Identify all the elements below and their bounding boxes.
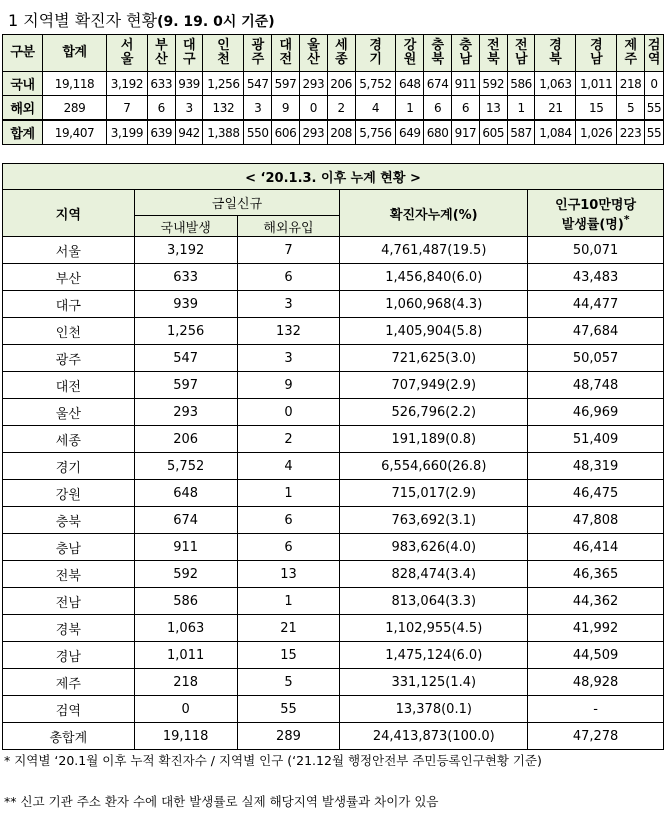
cumulative-row — [3, 588, 664, 615]
region-header-char: 기 — [369, 52, 382, 67]
region-header — [507, 35, 535, 72]
cumulative-cell-domestic: 633 — [134, 264, 237, 291]
cumulative-cell-rate: 46,969 — [528, 399, 664, 426]
cumulative-cell-region: 충남 — [3, 534, 135, 561]
region-header-char: 검 — [647, 38, 661, 53]
summary-row — [3, 72, 664, 96]
footnote-2: ** 신고 기관 주소 환자 수에 대한 발생률로 실제 해당지역 발생률과 차이가 있음 — [4, 794, 439, 809]
region-header-char: 북 — [431, 52, 444, 67]
cumulative-cell-overseas: 21 — [237, 615, 340, 642]
cumulative-cell-domestic: 939 — [134, 291, 237, 318]
cumulative-cell-cumulative: 1,102,955(4.5) — [340, 615, 528, 642]
cumulative-cell-overseas: 3 — [237, 345, 340, 372]
region-header-char: 북 — [549, 52, 562, 67]
cumulative-cell-rate: 46,475 — [528, 480, 664, 507]
cumulative-row — [3, 453, 664, 480]
cumulative-row — [3, 264, 664, 291]
cumulative-cell-domestic: 648 — [134, 480, 237, 507]
cumulative-row — [3, 534, 664, 561]
cumulative-cell-rate: 43,483 — [528, 264, 664, 291]
region-header-char: 서 — [120, 38, 133, 53]
summary-cell: 587 — [507, 120, 535, 145]
cumulative-cell-rate: 46,365 — [528, 561, 664, 588]
cumulative-cell-rate: 51,409 — [528, 426, 664, 453]
cumulative-cell-region: 경기 — [3, 453, 135, 480]
region-header-char: 전 — [279, 52, 292, 67]
region-header — [576, 35, 617, 72]
region-header — [203, 35, 244, 72]
cumulative-cell-domestic: 547 — [134, 345, 237, 372]
cumulative-cell-region: 부산 — [3, 264, 135, 291]
cumulative-cell-cumulative: 1,456,840(6.0) — [340, 264, 528, 291]
cumulative-cell-rate: 47,808 — [528, 507, 664, 534]
region-header — [107, 35, 148, 72]
region-header-char: 광 — [251, 38, 264, 53]
cumulative-cell-domestic: 5,752 — [134, 453, 237, 480]
summary-cell: 648 — [396, 72, 424, 96]
region-summary-table — [2, 34, 664, 145]
header-rate-line1: 인구10만명당 — [555, 197, 637, 213]
cumulative-row — [3, 615, 664, 642]
summary-cell: 586 — [507, 72, 535, 96]
summary-row — [3, 96, 664, 121]
cumulative-cell-overseas: 15 — [237, 642, 340, 669]
cumulative-cell-overseas: 2 — [237, 426, 340, 453]
cumulative-cell-region: 대구 — [3, 291, 135, 318]
region-header-char: 경 — [549, 38, 562, 53]
cumulative-row — [3, 291, 664, 318]
cumulative-cell-region: 인천 — [3, 318, 135, 345]
summary-row-label: 합계 — [3, 120, 43, 145]
corner-cell: 구분 — [3, 35, 43, 72]
cumulative-cell-overseas: 7 — [237, 237, 340, 264]
cumulative-cell-overseas: 5 — [237, 669, 340, 696]
cumulative-row — [3, 723, 664, 750]
region-header-char: 대 — [279, 38, 292, 53]
summary-cell: 942 — [175, 120, 203, 145]
cumulative-cell-rate: 47,278 — [528, 723, 664, 750]
region-header — [175, 35, 203, 72]
region-header-char: 원 — [403, 52, 416, 67]
cumulative-cell-region: 검역 — [3, 696, 135, 723]
cumulative-cell-rate: 46,414 — [528, 534, 664, 561]
region-header-char: 경 — [590, 38, 603, 53]
summary-cell: 550 — [244, 120, 272, 145]
cumulative-row — [3, 237, 664, 264]
summary-cell: 0 — [299, 96, 327, 121]
summary-cell: 639 — [147, 120, 175, 145]
region-header-char: 산 — [155, 52, 168, 67]
summary-cell: 4 — [355, 96, 396, 121]
cumulative-cell-rate: 50,057 — [528, 345, 664, 372]
cumulative-cell-domestic: 911 — [134, 534, 237, 561]
region-header-char: 충 — [459, 38, 472, 53]
region-header-char: 주 — [624, 52, 637, 67]
cumulative-cell-domestic: 1,063 — [134, 615, 237, 642]
region-header — [479, 35, 507, 72]
cumulative-cell-cumulative: 828,474(3.4) — [340, 561, 528, 588]
region-header — [272, 35, 300, 72]
summary-row-total: 19,118 — [43, 72, 107, 96]
cumulative-cell-cumulative: 191,189(0.8) — [340, 426, 528, 453]
summary-cell: 2 — [327, 96, 355, 121]
header-rate — [528, 190, 664, 237]
cumulative-cell-cumulative: 813,064(3.3) — [340, 588, 528, 615]
summary-cell: 55 — [644, 120, 663, 145]
region-header — [355, 35, 396, 72]
region-header — [299, 35, 327, 72]
cumulative-cell-cumulative: 6,554,660(26.8) — [340, 453, 528, 480]
summary-cell: 223 — [617, 120, 645, 145]
summary-cell: 633 — [147, 72, 175, 96]
region-header — [396, 35, 424, 72]
summary-cell: 6 — [147, 96, 175, 121]
cumulative-cell-domestic: 19,118 — [134, 723, 237, 750]
title-main: 1 지역별 확진자 현황 — [8, 11, 158, 30]
summary-cell: 6 — [424, 96, 452, 121]
cumulative-cell-overseas: 1 — [237, 480, 340, 507]
header-rate-line2: 발생률(명) — [561, 217, 624, 233]
cumulative-cell-domestic: 3,192 — [134, 237, 237, 264]
summary-cell: 649 — [396, 120, 424, 145]
summary-cell: 6 — [452, 96, 480, 121]
summary-cell: 911 — [452, 72, 480, 96]
cumulative-cell-cumulative: 24,413,873(100.0) — [340, 723, 528, 750]
summary-row-label: 국내 — [3, 72, 43, 96]
summary-cell: 15 — [576, 96, 617, 121]
cumulative-cell-rate: 41,992 — [528, 615, 664, 642]
region-header-char: 경 — [369, 38, 382, 53]
region-header-char: 주 — [251, 52, 264, 67]
cumulative-cell-region: 총합계 — [3, 723, 135, 750]
summary-cell: 1 — [507, 96, 535, 121]
summary-cell: 592 — [479, 72, 507, 96]
cumulative-row — [3, 318, 664, 345]
summary-cell: 0 — [644, 72, 663, 96]
cumulative-cell-region: 경남 — [3, 642, 135, 669]
summary-cell: 605 — [479, 120, 507, 145]
cumulative-cell-overseas: 6 — [237, 264, 340, 291]
cumulative-cell-overseas: 4 — [237, 453, 340, 480]
summary-cell: 939 — [175, 72, 203, 96]
summary-cell: 1,063 — [535, 72, 576, 96]
region-header-char: 제 — [624, 38, 637, 53]
summary-cell: 3 — [244, 96, 272, 121]
cumulative-cell-rate: - — [528, 696, 664, 723]
cumulative-cell-cumulative: 763,692(3.1) — [340, 507, 528, 534]
region-header-char: 전 — [487, 38, 500, 53]
region-header-char: 종 — [335, 52, 348, 67]
cumulative-cell-rate: 50,071 — [528, 237, 664, 264]
cumulative-cell-cumulative: 983,626(4.0) — [340, 534, 528, 561]
region-header-char: 강 — [403, 38, 416, 53]
cumulative-cell-domestic: 592 — [134, 561, 237, 588]
cumulative-cell-domestic: 586 — [134, 588, 237, 615]
cumulative-row — [3, 507, 664, 534]
summary-cell: 5,752 — [355, 72, 396, 96]
header-domestic: 국내발생 — [134, 216, 237, 237]
cumulative-cell-cumulative: 715,017(2.9) — [340, 480, 528, 507]
region-header-char: 역 — [647, 52, 661, 67]
summary-cell: 917 — [452, 120, 480, 145]
summary-cell: 208 — [327, 120, 355, 145]
cumulative-cell-domestic: 218 — [134, 669, 237, 696]
cumulative-cell-overseas: 289 — [237, 723, 340, 750]
summary-cell: 132 — [203, 96, 244, 121]
cumulative-cell-cumulative: 4,761,487(19.5) — [340, 237, 528, 264]
cumulative-table — [2, 163, 664, 750]
cumulative-row — [3, 345, 664, 372]
cumulative-row — [3, 696, 664, 723]
cumulative-cell-overseas: 0 — [237, 399, 340, 426]
region-header-char: 인 — [217, 38, 230, 53]
region-header — [452, 35, 480, 72]
region-header-char: 남 — [590, 52, 603, 67]
cumulative-row — [3, 372, 664, 399]
region-header-char: 천 — [217, 52, 230, 67]
summary-cell: 3,192 — [107, 72, 148, 96]
summary-cell: 7 — [107, 96, 148, 121]
summary-cell: 547 — [244, 72, 272, 96]
summary-cell: 606 — [272, 120, 300, 145]
summary-cell: 21 — [535, 96, 576, 121]
cumulative-cell-region: 울산 — [3, 399, 135, 426]
summary-cell: 1,026 — [576, 120, 617, 145]
cumulative-cell-region: 전북 — [3, 561, 135, 588]
cumulative-cell-rate: 48,928 — [528, 669, 664, 696]
cumulative-cell-overseas: 6 — [237, 507, 340, 534]
footnote-1: * 지역별 ‘20.1월 이후 누적 확진자수 / 지역별 인구 (‘21.12월 행정안전부 주민등록인구현황 기준) — [4, 753, 542, 768]
cumulative-cell-domestic: 1,011 — [134, 642, 237, 669]
region-header-char: 울 — [120, 52, 133, 67]
cumulative-body — [3, 237, 664, 750]
cumulative-row — [3, 561, 664, 588]
summary-cell: 13 — [479, 96, 507, 121]
header-rate-mark: * — [623, 212, 630, 226]
summary-row — [3, 120, 664, 145]
header-overseas: 해외유입 — [237, 216, 340, 237]
summary-cell: 680 — [424, 120, 452, 145]
summary-row-total: 19,407 — [43, 120, 107, 145]
cumulative-row — [3, 399, 664, 426]
cumulative-cell-overseas: 1 — [237, 588, 340, 615]
region-header — [644, 35, 663, 72]
region-header-char: 남 — [514, 52, 528, 67]
page-title — [8, 8, 275, 31]
cumulative-cell-cumulative: 1,475,124(6.0) — [340, 642, 528, 669]
cumulative-cell-domestic: 0 — [134, 696, 237, 723]
region-header — [244, 35, 272, 72]
region-header — [147, 35, 175, 72]
summary-cell: 3,199 — [107, 120, 148, 145]
region-header — [327, 35, 355, 72]
summary-cell: 293 — [299, 120, 327, 145]
summary-cell: 218 — [617, 72, 645, 96]
region-header-char: 충 — [431, 38, 444, 53]
cumulative-cell-overseas: 6 — [237, 534, 340, 561]
cumulative-cell-region: 전남 — [3, 588, 135, 615]
cumulative-row — [3, 669, 664, 696]
cumulative-cell-domestic: 597 — [134, 372, 237, 399]
region-header-char: 세 — [335, 38, 348, 53]
total-header: 합계 — [43, 35, 107, 72]
summary-cell: 1,011 — [576, 72, 617, 96]
cumulative-cell-cumulative: 1,060,968(4.3) — [340, 291, 528, 318]
cumulative-row — [3, 426, 664, 453]
summary-cell: 597 — [272, 72, 300, 96]
summary-cell: 3 — [175, 96, 203, 121]
region-header-char: 대 — [182, 38, 196, 53]
cumulative-cell-region: 강원 — [3, 480, 135, 507]
cumulative-cell-overseas: 55 — [237, 696, 340, 723]
header-new: 금일신규 — [134, 190, 340, 216]
cumulative-cell-cumulative: 707,949(2.9) — [340, 372, 528, 399]
cumulative-cell-region: 세종 — [3, 426, 135, 453]
summary-cell: 55 — [644, 96, 663, 121]
cumulative-cell-domestic: 1,256 — [134, 318, 237, 345]
summary-row-total: 289 — [43, 96, 107, 121]
cumulative-cell-cumulative: 331,125(1.4) — [340, 669, 528, 696]
cumulative-cell-overseas: 132 — [237, 318, 340, 345]
summary-row-label: 해외 — [3, 96, 43, 121]
cumulative-cell-rate: 48,748 — [528, 372, 664, 399]
header-cumulative: 확진자누계(%) — [340, 190, 528, 237]
cumulative-cell-region: 서울 — [3, 237, 135, 264]
summary-cell: 1,256 — [203, 72, 244, 96]
summary-cell: 206 — [327, 72, 355, 96]
cumulative-caption: < ‘20.1.3. 이후 누계 현황 > — [3, 164, 664, 190]
region-header — [424, 35, 452, 72]
cumulative-cell-region: 광주 — [3, 345, 135, 372]
summary-cell: 293 — [299, 72, 327, 96]
region-header-char: 울 — [307, 38, 320, 53]
cumulative-cell-rate: 48,319 — [528, 453, 664, 480]
cumulative-cell-cumulative: 526,796(2.2) — [340, 399, 528, 426]
cumulative-cell-rate: 44,509 — [528, 642, 664, 669]
cumulative-cell-region: 경북 — [3, 615, 135, 642]
region-header-char: 산 — [307, 52, 320, 67]
cumulative-cell-rate: 44,477 — [528, 291, 664, 318]
cumulative-cell-region: 대전 — [3, 372, 135, 399]
region-summary-header — [3, 35, 664, 72]
cumulative-cell-region: 충북 — [3, 507, 135, 534]
title-sub: (9. 19. 0시 기준) — [157, 14, 275, 30]
summary-cell: 1 — [396, 96, 424, 121]
cumulative-cell-cumulative: 721,625(3.0) — [340, 345, 528, 372]
cumulative-cell-domestic: 206 — [134, 426, 237, 453]
cumulative-cell-rate: 44,362 — [528, 588, 664, 615]
cumulative-row — [3, 642, 664, 669]
header-region: 지역 — [3, 190, 135, 237]
region-header-char: 구 — [182, 52, 196, 67]
region-header-char: 북 — [487, 52, 500, 67]
cumulative-cell-domestic: 293 — [134, 399, 237, 426]
region-header-char: 남 — [459, 52, 472, 67]
cumulative-cell-overseas: 9 — [237, 372, 340, 399]
cumulative-cell-cumulative: 13,378(0.1) — [340, 696, 528, 723]
cumulative-cell-domestic: 674 — [134, 507, 237, 534]
cumulative-row — [3, 480, 664, 507]
summary-cell: 1,388 — [203, 120, 244, 145]
region-summary-body — [3, 72, 664, 145]
region-header — [617, 35, 645, 72]
summary-cell: 1,084 — [535, 120, 576, 145]
cumulative-cell-overseas: 3 — [237, 291, 340, 318]
cumulative-cell-cumulative: 1,405,904(5.8) — [340, 318, 528, 345]
region-header-char: 전 — [514, 38, 528, 53]
summary-cell: 9 — [272, 96, 300, 121]
cumulative-cell-overseas: 13 — [237, 561, 340, 588]
summary-cell: 674 — [424, 72, 452, 96]
cumulative-cell-rate: 47,684 — [528, 318, 664, 345]
cumulative-cell-region: 제주 — [3, 669, 135, 696]
summary-cell: 5,756 — [355, 120, 396, 145]
summary-cell: 5 — [617, 96, 645, 121]
region-header — [535, 35, 576, 72]
region-header-char: 부 — [155, 38, 168, 53]
